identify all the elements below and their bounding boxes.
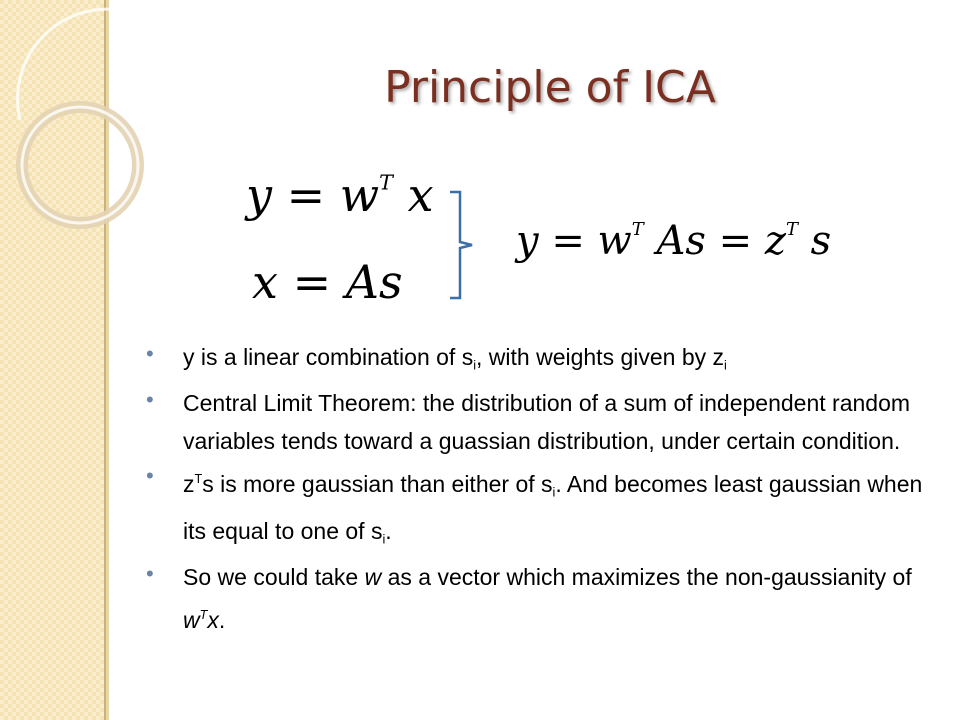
slide-title: Principle of ICA (384, 62, 716, 113)
right-brace-icon (448, 190, 478, 300)
bullet-item: • $z^Ts$ is more gaussian than either of $s_i$. And becomes least gaussian when its equal to one of $s_i$. (140, 460, 930, 558)
sidebar-divider (106, 0, 109, 720)
bullet-list (140, 338, 930, 639)
bullet-item: • y is a linear combination of $s_i$, with weights given by $z_i$ (140, 338, 930, 384)
decorative-sidebar (0, 0, 106, 720)
bullet-item: • So we could take w as a vector which maximizes the non-gaussianity of $w^Tx$. (140, 558, 930, 639)
equation-x-as: x = As (252, 255, 403, 309)
equation-y-wtx: $y = w^T$ x (246, 168, 434, 222)
equation-y-wtas-zts: $y = w^T$ $As = z^T$ s (516, 218, 832, 264)
bullet-item: • Central Limit Theorem: the distribution of a sum of independent random variables tends toward a guassian distribution, under certain condition. (140, 384, 930, 460)
